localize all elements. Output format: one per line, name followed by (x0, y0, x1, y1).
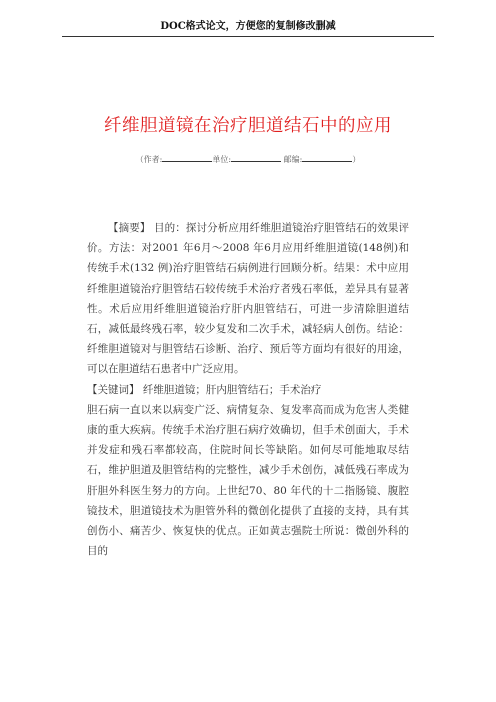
keywords-paragraph (87, 380, 409, 400)
keywords-text: 纤维胆道镜；肝内胆管结石；手术治疗 (142, 383, 322, 396)
keywords-label: 【关键词】 (87, 383, 140, 396)
postcode-blank[interactable] (302, 153, 352, 162)
abstract-text: 目的：探讨分析应用纤维胆道镜治疗胆管结石的效果评价。方法：对2001 年6月～2008 年6月应用纤维胆道镜(148例)和传统手术(132 例)治疗胆管结石病例进行回顾分析。结果：术中应用纤维胆道镜治疗胆管结石较传统手术治疗者残石率低，差异具有显著性。术后应用纤维胆道镜治疗肝内胆管结石，可进一步清除胆道结石，减低最终残石率，较少复发和二次手术，减轻病人创伤。结论：纤维胆道镜对与胆管结石诊断、治疗、预后等方面均有很好的用途，可以在胆道结石患者中广泛应用。 (87, 222, 410, 376)
abstract-label: 【摘要】 (108, 222, 151, 234)
unit-blank[interactable] (231, 153, 281, 162)
document-title: 纤维胆道镜在治疗胆道结石中的应用 (104, 116, 392, 136)
postcode-label: 邮编: (283, 155, 303, 164)
meta-close: ） (352, 155, 361, 164)
author-info (0, 153, 496, 165)
page-header (62, 17, 434, 37)
author-blank[interactable] (162, 153, 212, 162)
document-body (87, 218, 409, 561)
abstract-paragraph (87, 218, 409, 380)
body-paragraph: 胆石病一直以来以病变广泛、病情复杂、复发率高而成为危害人类健康的重大疾病。传统手术治疗胆石病疗效确切，但手术创面大，手术并发症和残石率都较高，住院时间长等缺陷。如何尽可能地取尽结石，维护胆道及胆管结构的完整性，减少手术创伤，减低残石率成为肝胆外科医生努力的方向。上世纪70、80 年代的十二指肠镜、腹腔镜技术，胆道镜技术为胆管外科的微创化提供了直接的支持，具有其创伤小、痛苦少、恢复快的优点。正如黄志强院士所说：微创外科的目的 (87, 403, 409, 558)
unit-label: 单位: (212, 155, 232, 164)
meta-open: （作者: (135, 155, 163, 164)
header-text: DOC格式论文，方便您的复制修改删减 (160, 21, 336, 32)
